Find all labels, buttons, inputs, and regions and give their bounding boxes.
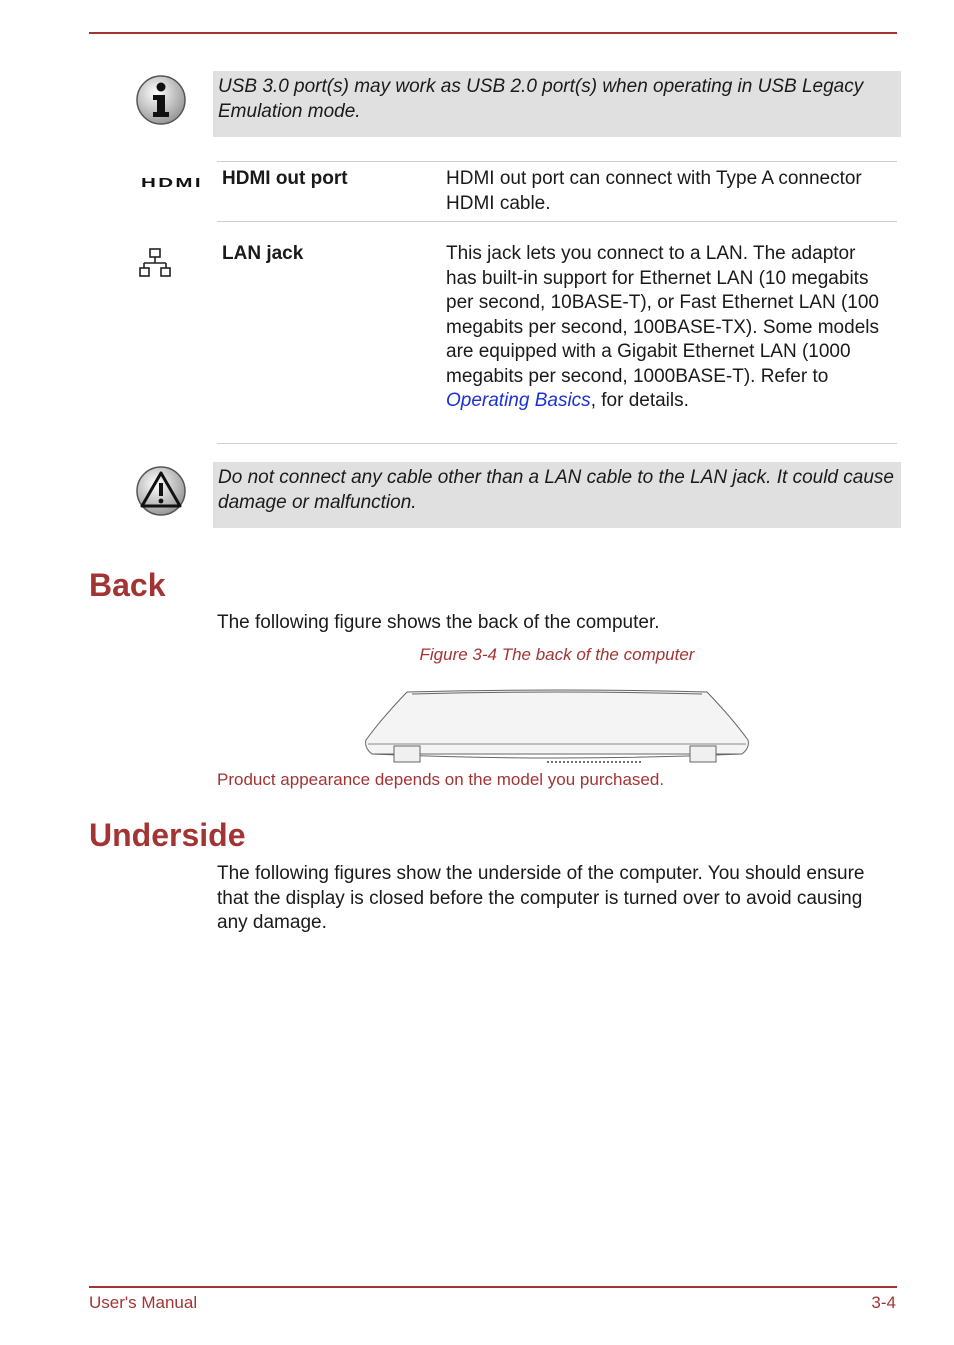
footer-manual-label: User's Manual <box>89 1293 198 1312</box>
info-icon <box>135 74 187 131</box>
row-divider <box>217 443 897 444</box>
hdmi-port-name: HDMI out port <box>222 168 348 189</box>
lan-port-row <box>217 222 897 443</box>
hdmi-port-description: HDMI out port can connect with Type A connector HDMI cable. <box>446 168 862 214</box>
lan-port-name: LAN jack <box>222 243 304 264</box>
page-number: 3-4 <box>871 1293 896 1312</box>
lan-description-end: , for details. <box>590 390 689 411</box>
laptop-back-image <box>362 688 752 773</box>
lan-warning-text: Do not connect any cable other than a LAN cable to the LAN jack. It could cause damage or malfunction. <box>218 467 894 513</box>
appearance-note: Product appearance depends on the model you purchased. <box>217 770 665 789</box>
warning-icon <box>135 465 187 522</box>
lan-description-text: This jack lets you connect to a LAN. The adaptor has built-in support for Ethernet LAN (10 megabits per second, 10BASE-T), or Fast Ethernet LAN (100 megabits per second, 100BASE-TX). Some models are equipped with a Gigabit Ethernet LAN (1000 megabits per second, 1000BASE-T). Refer to <box>446 243 879 387</box>
lan-icon <box>138 247 172 284</box>
top-rule <box>89 32 897 34</box>
hdmi-icon-label: HDMI <box>141 175 203 189</box>
figure-caption: Figure 3-4 The back of the computer <box>419 645 695 664</box>
lan-port-description <box>446 242 891 414</box>
hdmi-icon <box>141 175 203 194</box>
back-intro: The following figure shows the back of the computer. <box>217 612 660 633</box>
lan-warning <box>213 462 901 528</box>
operating-basics-link[interactable]: Operating Basics <box>446 390 591 411</box>
usb-note <box>213 71 901 137</box>
underside-heading: Underside <box>89 817 246 853</box>
underside-intro: The following figures show the underside of the computer. You should ensure that the display is closed before the computer is turned over to avoid causing any damage. <box>217 863 865 933</box>
hdmi-port-row <box>217 161 897 221</box>
footer-rule <box>89 1286 897 1288</box>
back-heading: Back <box>89 567 166 603</box>
usb-note-text: USB 3.0 port(s) may work as USB 2.0 port(s) when operating in USB Legacy Emulation mode. <box>218 76 864 122</box>
